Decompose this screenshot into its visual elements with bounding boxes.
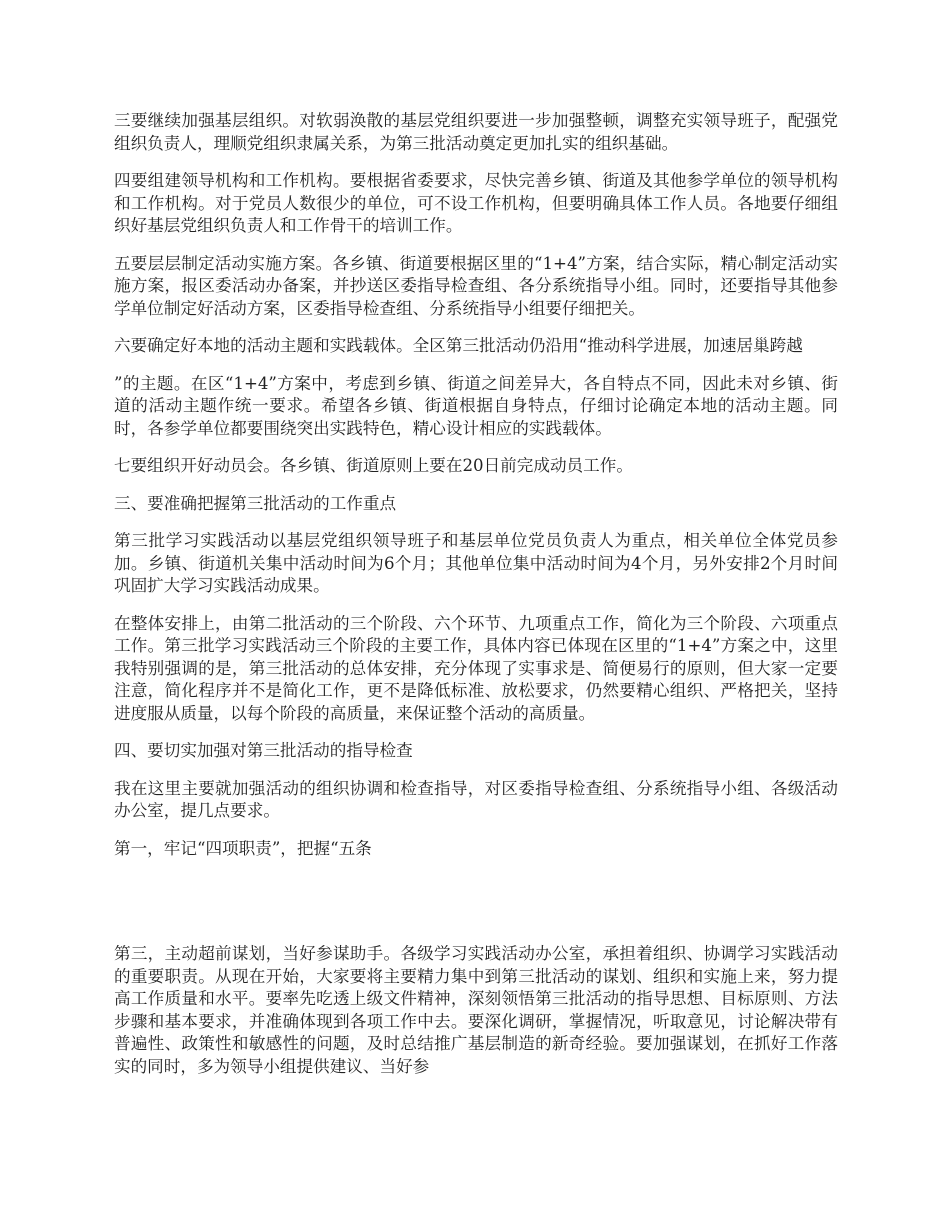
paragraph-9: 我在这里主要就加强活动的组织协调和检查指导，对区委指导检查组、分系统指导小组、各级活动办公室，提几点要求。 bbox=[114, 778, 838, 820]
paragraph-10: 第一，牢记“四项职责”，把握“五条 bbox=[114, 838, 372, 858]
paragraph-4: 六要确定好本地的活动主题和实践载体。全区第三批活动仍沿用“推动科学进展，加速居巢跨越 bbox=[114, 336, 803, 355]
section-heading-4: 四、要切实加强对第三批活动的指导检查 bbox=[114, 741, 413, 760]
paragraph-6: 七要组织开好动员会。各乡镇、街道原则上要在20日前完成动员工作。 bbox=[114, 456, 633, 475]
paragraph-7: 第三批学习实践活动以基层党组织领导班子和基层单位党员负责人为重点，相关单位全体党员参加。乡镇、街道机关集中活动时间为6个月；其他单位集中活动时间为4个月，另外安排2个月时间巩固扩大学习实践活动成果。 bbox=[114, 531, 838, 595]
section-heading-3: 三、要准确把握第三批活动的工作重点 bbox=[114, 493, 397, 513]
paragraph-11: 第三，主动超前谋划，当好参谋助手。各级学习实践活动办公室，承担着组织、协调学习实践活动的重要职责。从现在开始，大家要将主要精力集中到第三批活动的谋划、组织和实施上来，努力提高工作质量和水平。要率先吃透上级文件精神，深刻领悟第三批活动的指导思想、目标原则、方法步骤和基本要求，并准确体现到各项工作中去。要深化调研，掌握情况，听取意见，讨论解决带有普遍性、政策性和敏感性的问题，及时总结推广基层制造的新奇经验。要加强谋划，在抓好工作落实的同时，多为领导小组提供建议、当好参 bbox=[114, 944, 838, 1076]
paragraph-3: 五要层层制定活动实施方案。各乡镇、街道要根据区里的“1+4”方案，结合实际，精心制定活动实施方案，报区委活动办备案，并抄送区委指导检查组、各分系统指导小组。同时，还要指导其他参学单位制定好活动方案，区委指导检查组、分系统指导小组要仔细把关。 bbox=[114, 253, 838, 318]
document-body bbox=[114, 110, 838, 1093]
paragraph-5: ”的主题。在区“1+4”方案中，考虑到乡镇、街道之间差异大，各自特点不同，因此未对乡镇、街道的活动主题作统一要求。希望各乡镇、街道根据自身特点，仔细讨论确定本地的活动主题。同时，各参学单位都要围绕突出实践特色，精心设计相应的实践载体。 bbox=[114, 373, 838, 438]
blank-gap bbox=[114, 875, 838, 943]
paragraph-1: 三要继续加强基层组织。对软弱涣散的基层党组织要进一步加强整顿，调整充实领导班子，配强党组织负责人，理顺党组织隶属关系，为第三批活动奠定更加扎实的组织基础。 bbox=[114, 111, 838, 153]
paragraph-2: 四要组建领导机构和工作机构。要根据省委要求，尽快完善乡镇、街道及其他参学单位的领导机构和工作机构。对于党员人数很少的单位，可不设工作机构，但要明确具体工作人员。各地要仔细组织好基层党组织负责人和工作骨干的培训工作。 bbox=[114, 171, 838, 235]
paragraph-8: 在整体安排上，由第二批活动的三个阶段、六个环节、九项重点工作，简化为三个阶段、六项重点工作。第三批学习实践活动三个阶段的主要工作，具体内容已体现在区里的“1+4”方案之中，这里我特别强调的是，第三批活动的总体安排，充分体现了实事求是、简便易行的原则，但大家一定要注意，简化程序并不是简化工作，更不是降低标准、放松要求，仍然要精心组织、严格把关，坚持进度服从质量，以每个阶段的高质量，来保证整个活动的高质量。 bbox=[114, 613, 838, 723]
